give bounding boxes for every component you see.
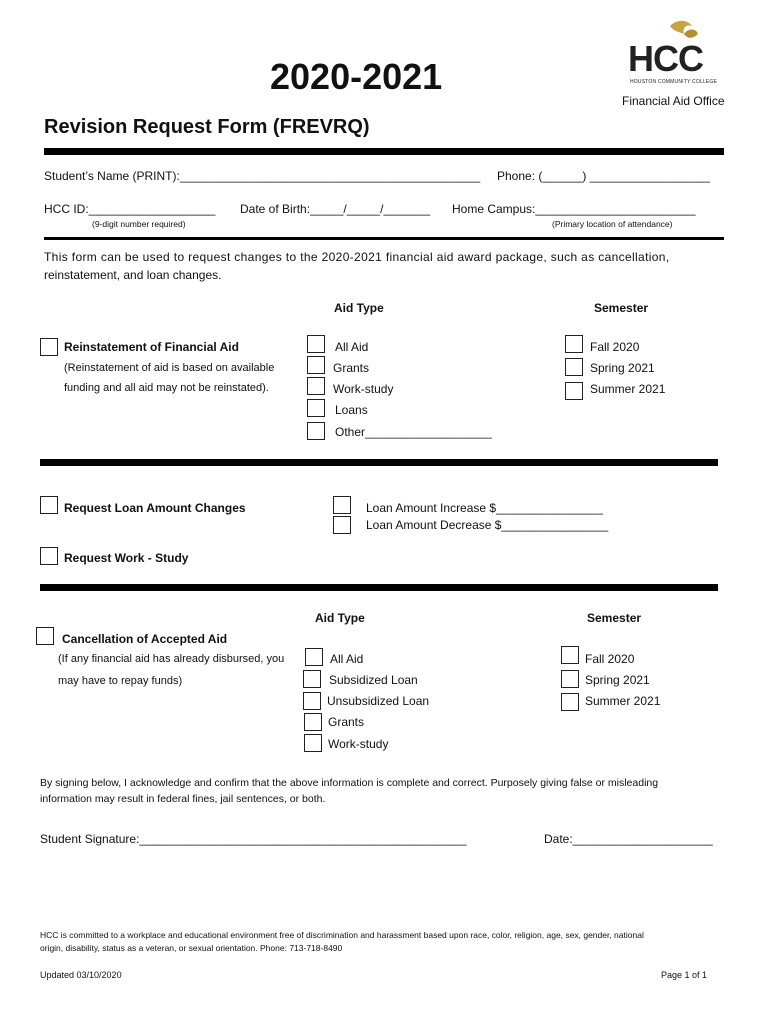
semester-header: Semester [594,301,649,315]
reinstate-other-field[interactable]: Other___________________ [335,425,492,439]
updated-date: Updated 03/10/2020 [40,970,122,980]
loan-increase-field[interactable]: Loan Amount Increase $________________ [366,501,603,515]
phone-field[interactable]: Phone: (______) __________________ [497,169,710,183]
cancel-grants-checkbox[interactable] [304,713,322,731]
divider-reinstatement [40,459,718,466]
reinstate-work-study-label: Work-study [333,382,394,396]
home-campus-field[interactable]: Home Campus:________________________ [452,202,696,216]
reinstatement-label: Reinstatement of Financial Aid [64,340,239,354]
cancel-semester-header: Semester [587,611,642,625]
policy-line-2: origin, disability, status as a veteran, or sexual orientation. Phone: 713-718-8490 [40,943,343,953]
cancellation-note-1: (If any financial aid has already disbursed, you [58,653,285,665]
cancellation-checkbox[interactable] [36,627,54,645]
dob-field[interactable]: Date of Birth:_____/_____/_______ [240,202,431,216]
work-study-checkbox[interactable] [40,547,58,565]
divider-info [44,237,724,240]
form-year: 2020-2021 [270,56,443,97]
divider-top [44,148,724,155]
loan-increase-checkbox[interactable] [333,496,351,514]
cancel-subsidized-checkbox[interactable] [303,670,321,688]
acknowledgement-line-2: information may result in federal fines, jail sentences, or both. [40,793,326,805]
reinstate-grants-checkbox[interactable] [307,356,325,374]
hcc-logo [626,16,730,90]
intro-line-2: reinstatement, and loan changes. [44,268,222,282]
hcc-id-note: (9-digit number required) [92,219,186,229]
work-study-label: Request Work - Study [64,551,189,565]
cancel-spring-2021-label: Spring 2021 [585,673,650,687]
student-name-field[interactable]: Student’s Name (PRINT):_____________________________________________ [44,169,481,183]
cancellation-note-2: may have to repay funds) [58,675,183,687]
reinstate-other-checkbox[interactable] [307,422,325,440]
cancellation-label: Cancellation of Accepted Aid [62,632,228,646]
reinstate-loans-label: Loans [335,403,368,417]
reinstate-grants-label: Grants [333,361,370,375]
reinstate-fall-2020-checkbox[interactable] [565,335,583,353]
cancel-summer-2021-checkbox[interactable] [561,693,579,711]
office-label: Financial Aid Office [622,94,725,108]
loan-decrease-field[interactable]: Loan Amount Decrease $________________ [366,518,609,532]
cancel-summer-2021-label: Summer 2021 [585,694,661,708]
cancel-unsubsidized-checkbox[interactable] [303,692,321,710]
reinstate-summer-2021-checkbox[interactable] [565,382,583,400]
cancel-spring-2021-checkbox[interactable] [561,670,579,688]
campus-note: (Primary location of attendance) [552,219,673,229]
cancel-subsidized-label: Subsidized Loan [329,673,418,687]
hcc-id-field[interactable]: HCC ID:___________________ [44,202,216,216]
reinstatement-note-1: (Reinstatement of aid is based on available [64,362,275,374]
student-signature-field[interactable]: Student Signature:_________________________________________________ [40,832,467,846]
cancel-aid-type-header: Aid Type [315,611,365,625]
cancel-work-study-label: Work-study [328,737,389,751]
cancel-grants-label: Grants [328,715,365,729]
loan-decrease-checkbox[interactable] [333,516,351,534]
loan-changes-label: Request Loan Amount Changes [64,501,246,515]
reinstate-loans-checkbox[interactable] [307,399,325,417]
logo-text: HCC [628,38,703,79]
policy-line-1: HCC is committed to a workplace and educational environment free of discrimination and harassment based upon race, color, religion, age, sex, gender, national [40,930,644,940]
cancel-all-aid-checkbox[interactable] [305,648,323,666]
reinstatement-checkbox[interactable] [40,338,58,356]
form-title: Revision Request Form (FREVRQ) [44,116,370,138]
cancel-all-aid-label: All Aid [330,652,364,666]
page-number: Page 1 of 1 [661,970,708,980]
reinstatement-note-2: funding and all aid may not be reinstated). [64,382,269,394]
cancel-fall-2020-checkbox[interactable] [561,646,579,664]
reinstate-fall-2020-label: Fall 2020 [590,340,640,354]
reinstate-all-aid-label: All Aid [335,340,369,354]
acknowledgement-line-1: By signing below, I acknowledge and confirm that the above information is complete and correct. Purposely giving false or misleading [40,777,659,789]
divider-work-study [40,584,718,591]
reinstate-work-study-checkbox[interactable] [307,377,325,395]
date-field[interactable]: Date:_____________________ [544,832,713,846]
reinstate-spring-2021-checkbox[interactable] [565,358,583,376]
loan-changes-checkbox[interactable] [40,496,58,514]
logo-subtext: HOUSTON COMMUNITY COLLEGE [630,79,718,85]
reinstate-all-aid-checkbox[interactable] [307,335,325,353]
reinstate-spring-2021-label: Spring 2021 [590,361,655,375]
cancel-unsubsidized-label: Unsubsidized Loan [327,694,430,708]
cancel-fall-2020-label: Fall 2020 [585,652,635,666]
aid-type-header: Aid Type [334,301,384,315]
intro-line-1: This form can be used to request changes to the 2020-2021 financial aid award package, such as cancellation, [44,250,670,264]
cancel-work-study-checkbox[interactable] [304,734,322,752]
reinstate-summer-2021-label: Summer 2021 [590,382,666,396]
